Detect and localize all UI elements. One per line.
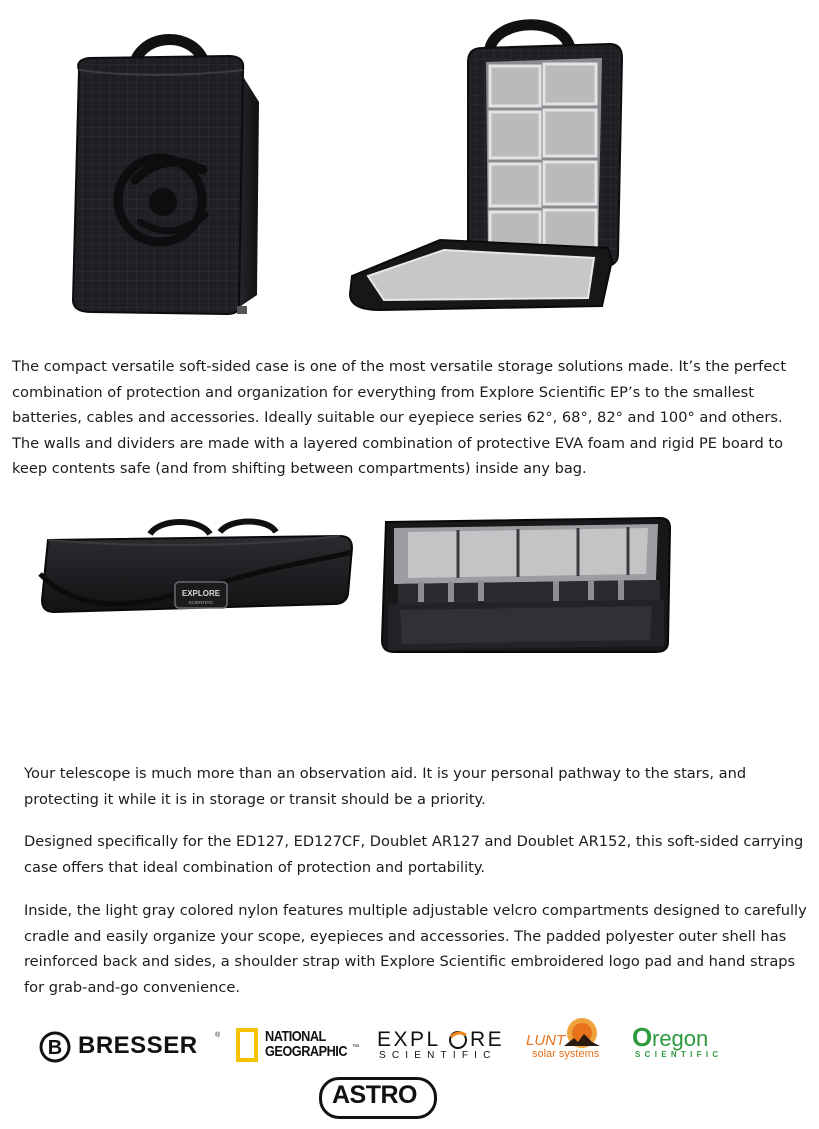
astro-logo [318,1076,436,1118]
lunt-subtitle: solar systems [532,1048,600,1060]
oregon-o: O [632,1022,653,1052]
astro-wordmark: ASTRO [332,1081,417,1109]
explore-wordmark-end: RE [470,1028,505,1051]
lunt-sun-icon [562,1016,602,1050]
explore-o-swirl-icon [447,1029,469,1051]
bresser-b-icon [38,1030,72,1064]
telescope-bag-features: Inside, the light gray colored nylon features multiple adjustable velcro compartments designed to carefully cradle and easily organize your scope, eyepieces and accessories. The padded polyester outer shell has reinforced back and sides, a shoulder strap with Explore Scientific embroidered logo pad and hand straps for grab-and-go convenience. [24,902,807,996]
telescope-bag-compatibility: Designed specifically for the ED127, ED127CF, Doublet AR127 and Doublet AR152, this soft-sided carrying case offers that ideal combination of protection and portability. [24,833,804,876]
bresser-registered-mark: ® [215,1032,221,1039]
telescope-bag-intro: Your telescope is much more than an observation aid. It is your personal pathway to the stars, and protecting it while it is in storage or transit should be a priority. [24,765,747,808]
explore-wordmark-start: EXPL [377,1028,441,1051]
explore-subtitle: SCIENTIFIC [379,1050,497,1061]
lunt-solar-systems-logo [524,1016,619,1064]
natgeo-line2: GEOGRAPHIC [265,1043,348,1060]
eyepiece-case-open-photo [340,14,625,314]
explore-scientific-logo [377,1028,512,1064]
natgeo-trademark: ™ [352,1044,359,1051]
svg-text:EXPLORE: EXPLORE [181,589,221,598]
svg-text:B: B [47,1037,63,1059]
eyepiece-case-closed-photo [55,10,280,320]
bresser-wordmark: BRESSER [78,1032,198,1059]
bresser-logo [38,1030,223,1064]
lunt-wordmark: LUNT [526,1032,566,1049]
national-geographic-logo [236,1026,366,1066]
oregon-wordmark: regon [652,1026,709,1051]
telescope-bag-open-photo [378,510,673,655]
oregon-subtitle: SCIENTIFIC [635,1050,723,1059]
natgeo-yellow-frame-icon [236,1028,258,1062]
eyepiece-case-description: The compact versatile soft-sided case is one of the most versatile storage solutions made. It’s the perfect combination of protection and organization for everything from Explore Scientific EP’s to the smallest batteries, cables and accessories. Ideally suitable our eyepiece series 62°, 68°, 82° and 100° and others. The walls and dividers are made with a layered combination of protective EVA foam and rigid PE board to keep contents safe (and from shifting between compartments) inside any bag. [12,358,787,478]
natgeo-line1: NATIONAL [265,1028,326,1045]
telescope-bag-closed-photo [30,512,360,617]
svg-text:SCIENTIFIC: SCIENTIFIC [188,600,214,605]
oregon-scientific-logo [632,1022,742,1062]
